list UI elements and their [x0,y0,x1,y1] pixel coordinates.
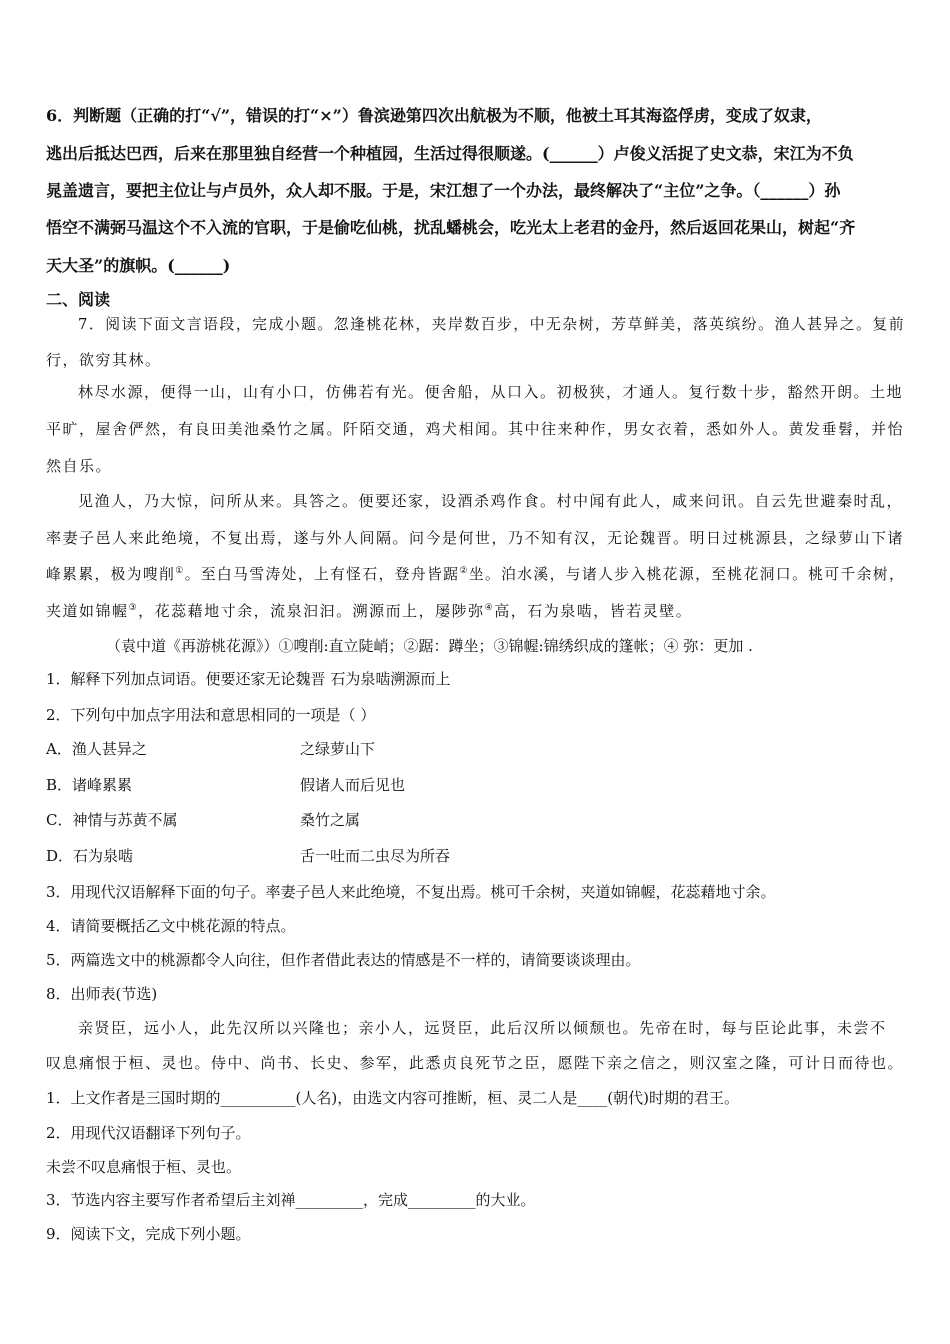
q7-passage-text: ，花蕊藉地寸余，流泉汩汩。溯源而上，屡陟弥 [138,602,485,620]
q7-passage-line [46,600,692,621]
footnote-marker: ① [175,566,185,576]
q7-passage-text: 高，石为泉啮，皆若灵壁。 [494,602,693,620]
option-b-pair: 假诸人而后见也 [300,776,406,794]
q7-sub-question-3: 3．用现代汉语解释下面的句子。率妻子邑人来此绝境，不复出焉。桃可千余树，夹道如锦幄，花蕊藉地寸余。 [46,883,776,901]
q8-sub-question-1: 1．上文作者是三国时期的__________(人名)，由选文内容可推断，桓、灵二人是____(朝代)时期的君王。 [46,1089,739,1107]
option-c-pair: 桑竹之属 [300,811,361,829]
q8-passage-line: 叹息痛恨于桓、灵也。侍中、尚书、长史、参军，此悉贞良死节之臣，愿陛下亲之信之，则汉室之隆，可计日而待也。 [46,1054,905,1072]
q9-title: 9．阅读下文，完成下列小题。 [46,1225,251,1243]
q6-line-3: 晁盖遗言，要把主位让与卢员外，众人却不服。于是，宋江想了一个办法，最终解决了“主位”之争。（______）孙 [46,181,841,200]
q6-line-5: 天大圣”的旗帜。(______) [46,256,231,275]
q7-sub-question-4: 4．请简要概括乙文中桃花源的特点。 [46,917,296,935]
q6-line-1: 6．判断题（正确的打“√”，错误的打“×”）鲁滨逊第四次出航极为不顺，他被土耳其海盗俘虏，变成了奴隶， [46,106,822,125]
q6-line-4: 悟空不满弼马温这个不入流的官职，于是偷吃仙桃，扰乱蟠桃会，吃光太上老君的金丹，然后返回花果山，树起“齐 [46,218,856,237]
q7-sub-question-1: 1．解释下列加点词语。便要还家无论魏晋 石为泉啮溯源而上 [46,670,451,688]
q7-passage-line: 7．阅读下面文言语段，完成小题。忽逢桃花林，夹岸数百步，中无杂树，芳草鲜美，落英缤纷。渔人甚异之。复前 [78,315,906,333]
footnote-marker: ③ [128,603,139,613]
q8-passage-line: 亲贤臣，远小人，此先汉所以兴隆也；亲小人，远贤臣，此后汉所以倾颓也。先帝在时，每与臣论此事，未尝不 [78,1019,887,1037]
option-a: A．渔人甚异之 [46,740,147,758]
q7-passage-line: 平旷，屋舍俨然，有良田美池桑竹之属。阡陌交通，鸡犬相闻。其中往来种作，男女衣着，悉如外人。黄发垂髫，并怡 [46,420,905,438]
q7-passage-line [46,563,905,584]
section-reading-title: 二、阅读 [46,290,111,309]
option-d-pair: 舌一吐而二虫尽为所吞 [300,847,451,865]
footnote-marker: ② [459,566,469,576]
q6-line-2: 逃出后抵达巴西，后来在那里独自经营一个种植园，生活过得很顺遂。(______）卢俊义活捉了史文恭，宋江为不负 [46,144,854,163]
q7-passage-line: 林尽水源，便得一山，山有小口，仿佛若有光。便舍船，从口入。初极狭，才通人。复行数十步，豁然开朗。土地 [78,383,904,401]
q7-passage-text: 峰累累，极为嗖削 [46,565,176,583]
q8-title: 8．出师表(节选) [46,985,158,1003]
q7-passage-text: 坐。泊水溪，与诸人步入桃花源，至桃花洞口。桃可千余树， [468,565,906,583]
q7-sub-question-2: 2．下列句中加点字用法和意思相同的一项是（ ） [46,706,376,724]
q8-sub-question-3: 3．节选内容主要写作者希望后主刘禅_________，完成_________的大业。 [46,1191,536,1209]
q7-passage-text: 夹道如锦幄 [46,602,129,620]
q7-passage-line: 率妻子邑人来此绝境，不复出焉，遂与外人间隔。问今是何世，乃不知有汉，无论魏晋。明日过桃源县，之绿萝山下诸 [46,529,905,547]
option-a-pair: 之绿萝山下 [300,740,376,758]
q7-sub-question-5: 5．两篇选文中的桃源都令人向往，但作者借此表达的情感是不一样的，请简要谈谈理由。 [46,951,641,969]
q7-passage-line: 然自乐。 [46,457,113,475]
q7-passage-line: 行，欲穷其林。 [46,351,162,369]
q8-sentence: 未尝不叹息痛恨于桓、灵也。 [46,1158,242,1176]
option-b: B．诸峰累累 [46,776,133,794]
q7-passage-text: 。至白马雪涛处，上有怪石，登舟皆踞 [184,565,460,583]
q8-sub-question-2: 2．用现代汉语翻译下列句子。 [46,1124,251,1142]
q7-passage-line: 见渔人，乃大惊，问所从来。具答之。便要还家，设酒杀鸡作食。村中闻有此人，咸来问讯。自云先世避秦时乱， [78,492,904,510]
option-d: D．石为泉啮 [46,847,134,865]
q7-source-note: （袁中道《再游桃花源》）①嗖削:直立陡峭；②踞：蹲坐；③锦幄:锦绣织成的篷帐；④ 弥：更加 . [106,637,753,655]
option-c: C．神情与苏黄不属 [46,811,178,829]
footnote-marker: ④ [484,603,495,613]
